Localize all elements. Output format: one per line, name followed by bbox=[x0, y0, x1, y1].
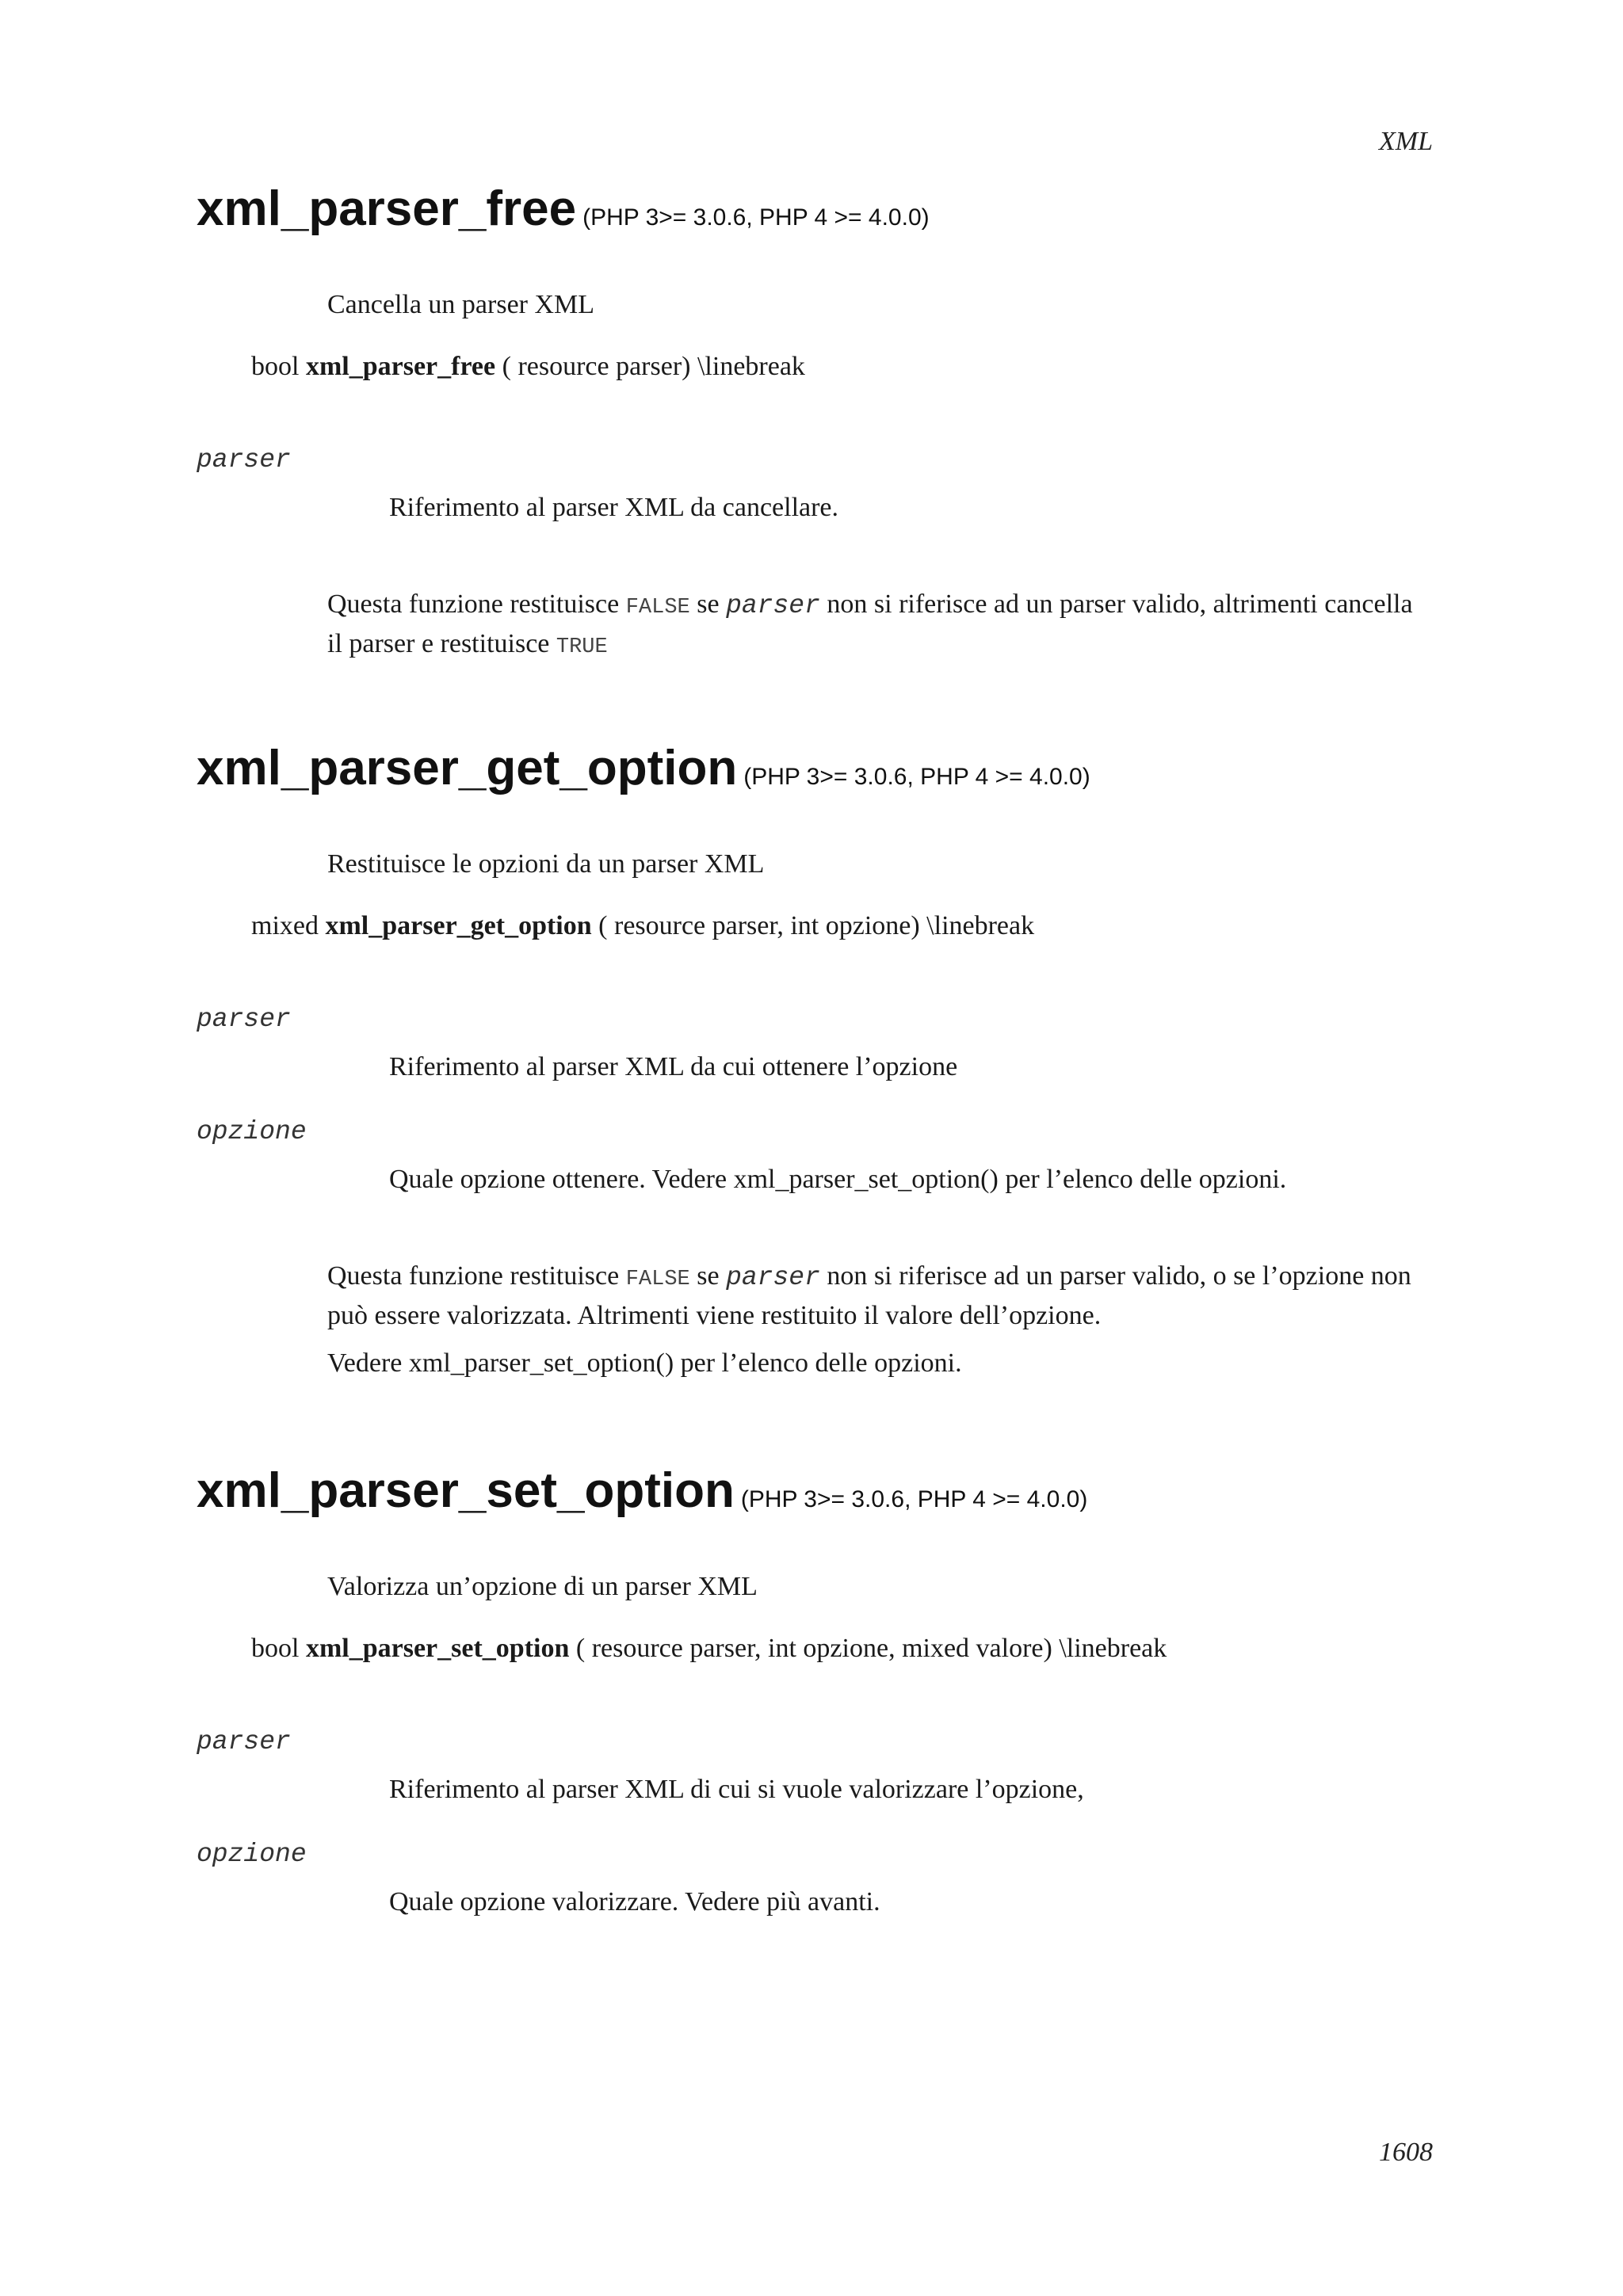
text-run: Questa funzione restituisce bbox=[327, 589, 620, 619]
synopsis-function-name: xml_parser_set_option bbox=[305, 1634, 570, 1663]
param-description: Quale opzione ottenere. Vedere xml_parser_set_option() per l’elenco delle opzioni. bbox=[389, 1165, 1287, 1194]
synopsis-args: ( resource parser) \linebreak bbox=[502, 352, 805, 381]
synopsis-function-name: xml_parser_get_option bbox=[325, 911, 592, 940]
param-name: parser bbox=[197, 445, 291, 475]
param-name: parser bbox=[197, 1005, 291, 1034]
return-type: bool bbox=[251, 1634, 300, 1663]
param-reference: parser bbox=[726, 1263, 820, 1292]
function-name: xml_parser_set_option bbox=[197, 1463, 735, 1518]
text-run: se bbox=[697, 1261, 720, 1291]
param-reference: parser bbox=[726, 591, 820, 620]
function-name: xml_parser_get_option bbox=[197, 741, 738, 795]
synopsis-function-name: xml_parser_free bbox=[305, 352, 496, 381]
function-purpose: Cancella un parser XML bbox=[327, 290, 595, 319]
function-synopsis bbox=[251, 911, 1034, 941]
function-heading-xml-parser-free bbox=[197, 181, 930, 237]
function-synopsis bbox=[251, 352, 805, 382]
param-name: opzione bbox=[197, 1840, 307, 1869]
param-description: Riferimento al parser XML di cui si vuole valorizzare l’opzione, bbox=[389, 1775, 1084, 1804]
version-info: (PHP 3>= 3.0.6, PHP 4 >= 4.0.0) bbox=[743, 764, 1090, 790]
param-description: Quale opzione valorizzare. Vedere più avanti. bbox=[389, 1887, 880, 1917]
constant-false: FALSE bbox=[625, 1268, 690, 1291]
text-run: non si riferisce ad un parser valido, o se l’opzione non può essere valorizzata. Altrimenti viene restituito il valore dell’opzione. bbox=[327, 1261, 1411, 1330]
constant-true: TRUE bbox=[556, 635, 608, 659]
version-info: (PHP 3>= 3.0.6, PHP 4 >= 4.0.0) bbox=[582, 204, 930, 231]
synopsis-args: ( resource parser, int opzione, mixed valore) \linebreak bbox=[575, 1634, 1167, 1663]
return-type: bool bbox=[251, 352, 300, 381]
running-header: XML bbox=[1379, 127, 1433, 156]
description-paragraph bbox=[327, 586, 1421, 666]
description-paragraph bbox=[327, 1258, 1421, 1334]
function-name: xml_parser_free bbox=[197, 181, 577, 236]
param-description: Riferimento al parser XML da cui ottenere l’opzione bbox=[389, 1052, 958, 1081]
text-run: se bbox=[697, 589, 720, 619]
function-heading-xml-parser-get-option bbox=[197, 740, 1090, 796]
see-also-paragraph: Vedere xml_parser_set_option() per l’elenco delle opzioni. bbox=[327, 1348, 962, 1378]
function-purpose: Restituisce le opzioni da un parser XML bbox=[327, 849, 765, 879]
function-purpose: Valorizza un’opzione di un parser XML bbox=[327, 1572, 758, 1601]
text-run: Questa funzione restituisce bbox=[327, 1261, 620, 1291]
synopsis-args: ( resource parser, int opzione) \linebreak bbox=[598, 911, 1035, 940]
function-synopsis bbox=[251, 1634, 1167, 1664]
version-info: (PHP 3>= 3.0.6, PHP 4 >= 4.0.0) bbox=[740, 1486, 1088, 1512]
param-name: parser bbox=[197, 1727, 291, 1756]
return-type: mixed bbox=[251, 911, 319, 940]
param-name: opzione bbox=[197, 1117, 307, 1146]
text-run: non si riferisce ad un parser valido, altrimenti cancella il parser e restituisce bbox=[327, 589, 1413, 658]
constant-false: FALSE bbox=[625, 596, 690, 620]
page-number: 1608 bbox=[1379, 2138, 1433, 2167]
function-heading-xml-parser-set-option bbox=[197, 1463, 1087, 1519]
param-description: Riferimento al parser XML da cancellare. bbox=[389, 493, 839, 522]
